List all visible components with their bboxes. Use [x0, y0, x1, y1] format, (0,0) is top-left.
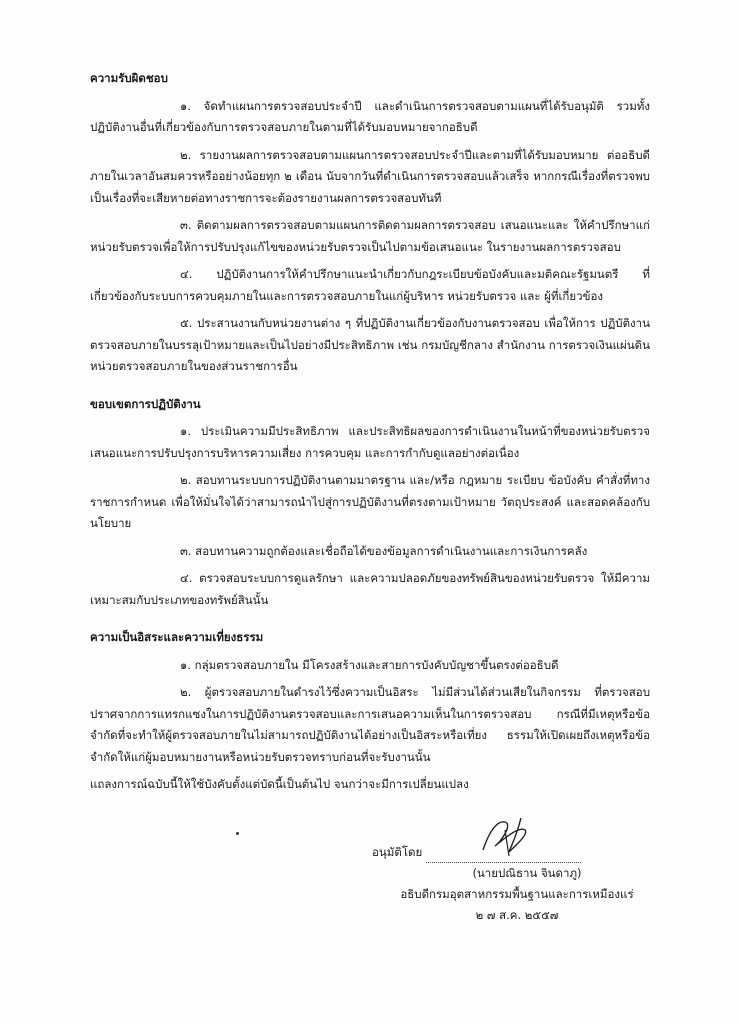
closing-statement: แถลงการณ์ฉบับนี้ให้ใช้บังคับตั้งแต่บัดนี้เป็นต้นไป จนกว่าจะมีการเปลี่ยนแปลง	[90, 777, 469, 791]
paragraph: ๔. ปฏิบัติงานการให้คำปรึกษาแนะนำเกี่ยวกับกฎระเบียบข้อบังคับและมติคณะรัฐมนตรี ที่เกี่ยวข้องกับระบบการควบคุมภายในและการตรวจสอบภายในแก่ผู้บริหาร หน่วยรับตรวจ และ ผู้ที่เกี่ยวข้อง	[90, 267, 650, 303]
section-independence	[90, 627, 650, 768]
paragraph: ๑. กลุ่มตรวจสอบภายใน มีโครงสร้างและสายการบังคับบัญชาขึ้นตรงต่ออธิบดี	[180, 657, 559, 672]
approver-name: (นายปณิธาน จินดาภู)	[472, 866, 582, 880]
paragraph: ๒. ผู้ตรวจสอบภายในดำรงไว้ซึ่งความเป็นอิสระ ไม่มีส่วนได้ส่วนเสียในกิจกรรม ที่ตรวจสอบ ปราศจากการแทรกแซงในการปฏิบัติงานตรวจสอบและการเสนอความเห็นในการตรวจสอบ กรณีที่มีเหตุหรือข้อจำกัดที่จะทำให้ผู้ตรวจสอบภายในไม่สามารถปฏิบัติงานได้อย่างเป็นอิสระหรือเที่ยง ธรรมให้เปิดเผยถึงเหตุหรือข้อจำกัดให้แก่ผู้มอบหมายงานหรือหน่วยรับตรวจทราบก่อนที่จะรับงานนั้น	[90, 685, 650, 764]
section-heading: ความรับผิดชอบ	[90, 71, 168, 85]
section-heading: ความเป็นอิสระและความเที่ยงธรรม	[90, 630, 264, 644]
section-responsibilities	[90, 68, 650, 378]
paragraph: ๒. รายงานผลการตรวจสอบตามแผนการตรวจสอบประจำปีและตามที่ได้รับมอบหมาย ต่ออธิบดีภายในเวลาอันสมควรหรืออย่างน้อยทุก ๒ เดือน นับจากวันที่ดำเนินการตรวจสอบแล้วเสร็จ หากกรณีเรื่องที่ตรวจพบเป็นเรื่องที่จะเสียหายต่อทางราชการจะต้องรายงานผลการตรวจสอบทันที	[90, 147, 650, 205]
approval-block	[372, 842, 662, 926]
approval-date: ๒ ๗ ส.ค. ๒๕๕๗	[475, 908, 559, 922]
approved-by-label: อนุมัติโดย	[372, 845, 423, 859]
paragraph: ๒. สอบทานระบบการปฏิบัติงานตามมาตรฐาน และ/หรือ กฎหมาย ระเบียบ ข้อบังคับ คำสั่งที่ทางราชการกำหนด เพื่อให้มั่นใจได้ว่าสามารถนำไปสู่การปฏิบัติงานที่ตรงตามเป้าหมาย วัตถุประสงค์ และสอดคล้องกับนโยบาย	[90, 473, 650, 530]
section-scope	[90, 394, 650, 612]
paragraph: ๑. ประเมินความมีประสิทธิภาพ และประสิทธิผลของการดำเนินงานในหน้าที่ของหน่วยรับตรวจ เสนอแนะการปรับปรุงการบริหารความเสี่ยง การควบคุม และการกำกับดูแลอย่างต่อเนื่อง	[90, 424, 650, 460]
approval-line	[372, 842, 662, 863]
approver-position: อธิบดีกรมอุตสาหกรรมพื้นฐานและการเหมืองแร่	[400, 887, 634, 901]
paragraph: ๕. ประสานงานกับหน่วยงานต่าง ๆ ที่ปฏิบัติงานเกี่ยวข้องกับงานตรวจสอบ เพื่อให้การ ปฏิบัติงานตรวจสอบภายในบรรลุเป้าหมายและเป็นไปอย่างมีประสิทธิภาพ เช่น กรมบัญชีกลาง สำนักงาน การตรวจเงินแผ่นดิน หน่วยตรวจสอบภายในของส่วนราชการอื่น	[90, 316, 650, 373]
scan-speck	[236, 832, 239, 835]
paragraph: ๓. ติดตามผลการตรวจสอบตามแผนการติดตามผลการตรวจสอบ เสนอแนะและ ให้คำปรึกษาแก่หน่วยรับตรวจเพื่อให้การปรับปรุงแก้ไขของหน่วยรับตรวจเป็นไปตามข้อเสนอแนะ ในรายงานผลการตรวจสอบ	[90, 218, 650, 254]
section-heading: ขอบเขตการปฏิบัติงาน	[90, 396, 201, 411]
paragraph: ๓. สอบทานความถูกต้องและเชื่อถือได้ของข้อมูลการดำเนินงานและการเงินการคลัง	[180, 543, 588, 558]
paragraph: ๔. ตรวจสอบระบบการดูแลรักษา และความปลอดภัยของทรัพย์สินของหน่วยรับตรวจ ให้มีความเหมาะสมกับประเภทของทรัพย์สินนั้น	[90, 571, 650, 607]
document-body	[90, 68, 650, 802]
paragraph: ๑. จัดทำแผนการตรวจสอบประจำปี และดำเนินการตรวจสอบตามแผนที่ได้รับอนุมัติ รวมทั้งปฏิบัติงานอื่นที่เกี่ยวข้องกับการตรวจสอบภายในตามที่ได้รับมอบหมายจากอธิบดี	[90, 98, 650, 134]
